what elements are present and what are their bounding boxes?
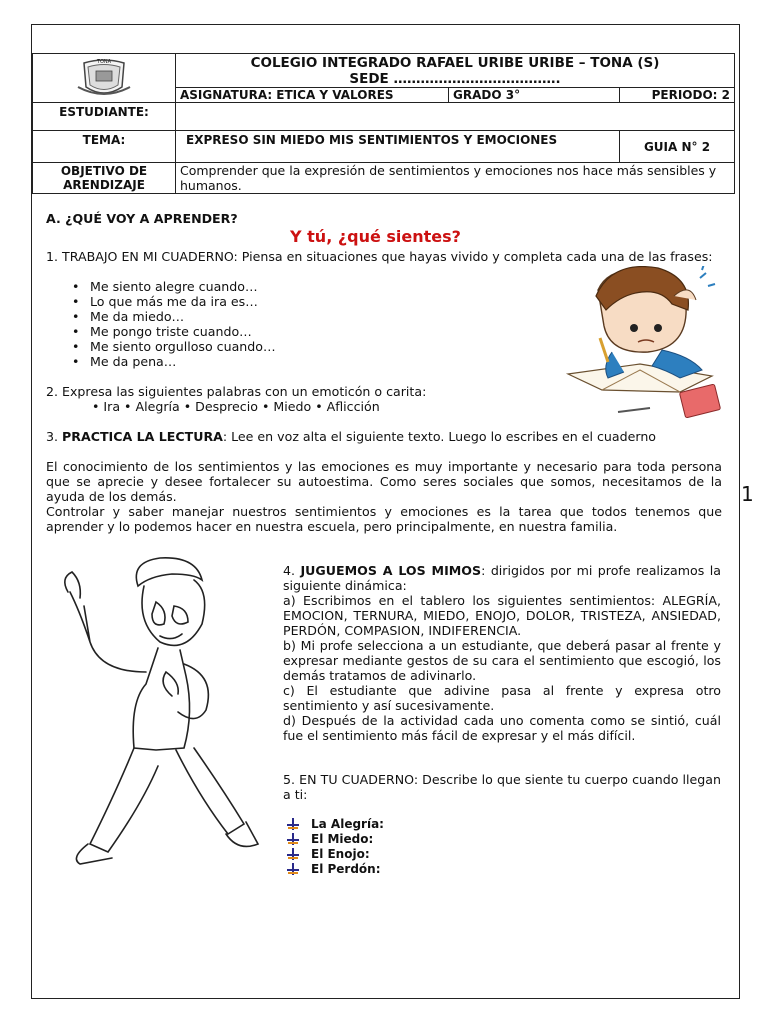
student-label: ESTUDIANTE: — [33, 103, 176, 131]
list-item: • Me da miedo… — [90, 309, 276, 324]
school-name: COLEGIO INTEGRADO RAFAEL URIBE URIBE – TONA (S) — [250, 54, 660, 71]
list-item: La Alegría: — [283, 817, 384, 832]
school-logo-icon — [76, 57, 132, 99]
item-4-instruction — [283, 563, 721, 593]
student-name-field[interactable] — [176, 103, 735, 131]
sede-line: SEDE ………………………………. — [349, 70, 561, 87]
objective-text: Comprender que la expresión de sentimientos y emociones nos hace más sensibles y humanos. — [176, 163, 735, 194]
grade-cell: GRADO 3° — [449, 88, 620, 103]
item-1-instruction: 1. TRABAJO EN MI CUADERNO: Piensa en situaciones que hayas vivido y completa cada una de las frases: — [46, 249, 713, 264]
objective-label: OBJETIVO DE ARENDIZAJE — [33, 163, 176, 194]
reading-paragraph-1: El conocimiento de los sentimientos y las emociones es muy importante y necesario para toda persona que se aprecie y desee fortalecer su autoestima. Como seres sociales que somos, necesitamos de la ayuda de los demás. — [46, 459, 722, 504]
item-4-rest: : dirigidos por mi profe realizamos la siguiente dinámica: — [283, 563, 721, 593]
list-item: • Lo que más me da ira es… — [90, 294, 276, 309]
period-cell: PERIODO: 2 — [620, 88, 735, 103]
studying-boy-illustration — [562, 266, 740, 422]
item-3-bold: PRACTICA LA LECTURA — [62, 429, 223, 444]
arrow-bullet-icon — [287, 818, 299, 830]
header-table — [32, 53, 735, 194]
item-4-step-a: a) Escribimos en el tablero los siguientes sentimientos: ALEGRÍA, EMOCION, TERNURA, MIEDO, ENOJO, DOLOR, TRISTEZA, ANSIEDAD, PERDÓN, COMPASION, INDIFERENCIA. — [283, 593, 721, 638]
item-4-step-c: c) El estudiante que adivine pasa al frente y expresa otro sentimiento y así sucesivamente. — [283, 683, 721, 713]
arrow-bullet-icon — [287, 848, 299, 860]
list-item: • Me siento alegre cuando… — [90, 279, 276, 294]
subject-cell: ASIGNATURA: ETICA Y VALORES — [176, 88, 449, 103]
list-item: • Me siento orgulloso cuando… — [90, 339, 276, 354]
mime-boy-illustration — [60, 552, 270, 868]
item-3-rest: : Lee en voz alta el siguiente texto. Luego lo escribes en el cuaderno — [222, 429, 657, 444]
list-item: • Me pongo triste cuando… — [90, 324, 276, 339]
item-4-number: 4. — [283, 563, 301, 578]
item-5-instruction: 5. EN TU CUADERNO: Describe lo que siente tu cuerpo cuando llegan a ti: — [283, 772, 721, 802]
school-title-cell — [176, 54, 735, 88]
logo-cell — [33, 54, 176, 103]
svg-text:TONA: TONA — [96, 59, 112, 65]
item-2-instruction: 2. Expresa las siguientes palabras con un emoticón o carita: — [46, 384, 427, 399]
list-item: • Me da pena… — [90, 354, 276, 369]
list-item: El Miedo: — [283, 832, 384, 847]
main-question-title: Y tú, ¿qué sientes? — [290, 227, 461, 246]
page-number: 1 — [741, 482, 754, 506]
section-a-heading: A. ¿QUÉ VOY A APRENDER? — [46, 211, 238, 226]
list-item: El Perdón: — [283, 862, 384, 877]
item-3-number: 3. — [46, 429, 63, 444]
item-3-instruction — [46, 429, 736, 444]
item-4-step-b: b) Mi profe selecciona a un estudiante, que deberá pasar al frente y expresar mediante gestos de su cara el sentimiento que escogió, los demás tratamos de adivinarlo. — [283, 638, 721, 683]
guide-number: GUIA N° 2 — [620, 131, 735, 163]
list-item: El Enojo: — [283, 847, 384, 862]
item-4-step-d: d) Después de la actividad cada uno comenta como se sintió, cuál fue el sentimiento más fácil de expresar y el más difícil. — [283, 713, 721, 743]
item-4-bold: JUGUEMOS A LOS MIMOS — [300, 563, 482, 578]
reading-paragraph-2: Controlar y saber manejar nuestros sentimientos y emociones es la tarea que todos tenemos que aprender y lo podemos hacer en nuestra escuela, pero principalmente, en nuestra familia. — [46, 504, 722, 534]
feelings-list — [283, 817, 384, 877]
topic-label: TEMA: — [33, 131, 176, 163]
phrases-list — [46, 279, 276, 369]
topic-text: EXPRESO SIN MIEDO MIS SENTIMIENTOS Y EMOCIONES — [176, 131, 620, 163]
arrow-bullet-icon — [287, 863, 299, 875]
arrow-bullet-icon — [287, 833, 299, 845]
item-2-words: • Ira • Alegría • Desprecio • Miedo • Aflicción — [92, 399, 380, 414]
